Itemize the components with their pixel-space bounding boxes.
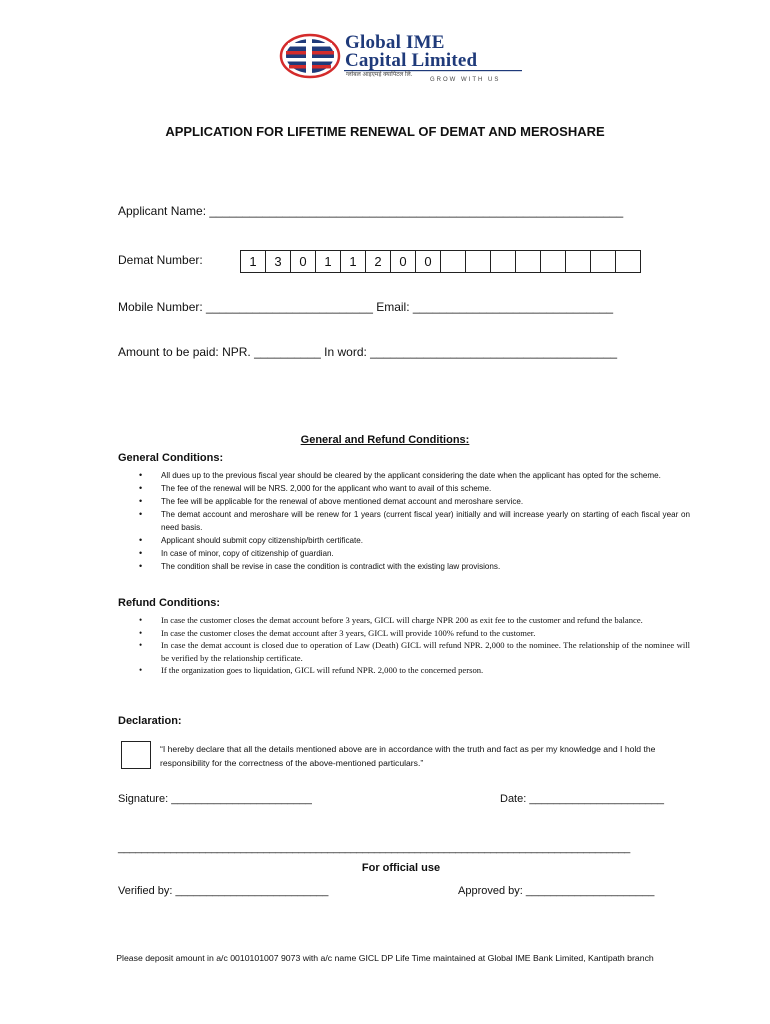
demat-number-label: Demat Number: (118, 253, 203, 267)
demat-digit-box[interactable] (590, 250, 616, 273)
demat-digit-box[interactable]: 1 (340, 250, 366, 273)
refund-conditions-heading: Refund Conditions: (118, 597, 221, 609)
demat-digit-box[interactable]: 0 (415, 250, 441, 273)
list-item: • The demat account and meroshare will be renew for 1 years (current fiscal year) initially and will increase yearly on starting of each fiscal year on need basis. (135, 508, 690, 534)
logo-tagline: GROW WITH US (430, 77, 501, 83)
demat-digit-box[interactable]: 0 (390, 250, 416, 273)
demat-digit-box[interactable] (515, 250, 541, 273)
demat-digit-box[interactable] (565, 250, 591, 273)
verified-by-field[interactable]: Verified by: _________________________ (118, 885, 329, 897)
applicant-name-field[interactable]: Applicant Name: ______________________________________________________________ (118, 204, 624, 218)
amount-field[interactable]: Amount to be paid: NPR. __________ In word: _____________________________________ (118, 345, 618, 359)
list-item: • The condition shall be revise in case the condition is contradict with the existing law provisions. (135, 560, 690, 573)
demat-digit-box[interactable] (465, 250, 491, 273)
list-item: • All dues up to the previous fiscal year should be cleared by the applicant considering the date when the applicant has opted for the scheme. (135, 469, 690, 482)
conditions-heading: General and Refund Conditions: (300, 434, 470, 446)
list-item: • Applicant should submit copy citizenship/birth certificate. (135, 534, 690, 547)
list-item: • In case the demat account is closed due to operation of Law (Death) GICL will refund NPR. 2,000 to the nominee. The relationship of the nominee will be verified by the relationship certificate. (135, 639, 690, 664)
globe-icon (281, 35, 339, 77)
declaration-heading: Declaration: (118, 715, 182, 727)
demat-digit-box[interactable] (540, 250, 566, 273)
demat-digit-box[interactable]: 1 (240, 250, 266, 273)
section-divider: ________________________________________________________________________________________ (118, 842, 630, 854)
list-item: • The fee will be applicable for the renewal of above mentioned demat account and meroshare service. (135, 495, 690, 508)
demat-digit-box[interactable] (490, 250, 516, 273)
logo-text-line1: Global IME (345, 32, 445, 53)
footer-note: Please deposit amount in a/c 0010101007 9073 with a/c name GICL DP Life Time maintained at Global IME Bank Limited, Kantipath branch (116, 953, 654, 963)
page-title: APPLICATION FOR LIFETIME RENEWAL OF DEMAT AND MEROSHARE (165, 124, 605, 139)
mobile-email-field[interactable]: Mobile Number: _________________________ Email: ______________________________ (118, 300, 614, 314)
signature-field[interactable]: Signature: _______________________ (118, 793, 312, 805)
demat-number-boxes[interactable] (241, 250, 641, 273)
list-item: • In case the customer closes the demat account after 3 years, GICL will provide 100% refund to the customer. (135, 627, 690, 640)
list-item: • In case of minor, copy of citizenship of guardian. (135, 547, 690, 560)
demat-digit-box[interactable] (615, 250, 641, 273)
logo-text-line2: Capital Limited (345, 50, 478, 71)
refund-conditions-list (135, 614, 690, 677)
demat-digit-box[interactable]: 1 (315, 250, 341, 273)
approved-by-field[interactable]: Approved by: _____________________ (458, 885, 655, 897)
demat-digit-box[interactable]: 0 (290, 250, 316, 273)
general-conditions-heading: General Conditions: (118, 452, 224, 464)
logo-nepali-text: ग्लोबल आइएमई क्यापिटल लि. (346, 72, 413, 78)
general-conditions-list (135, 469, 690, 573)
declaration-text: “I hereby declare that all the details mentioned above are in accordance with the truth and fact as per my knowledge and I hold the responsibility for the correctness of the above-mentioned particulars.” (160, 744, 656, 768)
demat-digit-box[interactable]: 3 (265, 250, 291, 273)
declaration-checkbox[interactable] (121, 741, 151, 769)
list-item: • In case the customer closes the demat account before 3 years, GICL will charge NPR 200 as exit fee to the customer and refund the balance. (135, 614, 690, 627)
demat-digit-box[interactable]: 2 (365, 250, 391, 273)
list-item: • If the organization goes to liquidation, GICL will refund NPR. 2,000 to the concerned person. (135, 664, 690, 677)
official-use-heading: For official use (361, 862, 441, 874)
date-field[interactable]: Date: ______________________ (500, 793, 664, 805)
list-item: • The fee of the renewal will be NRS. 2,000 for the applicant who want to avail of this scheme. (135, 482, 690, 495)
demat-digit-box[interactable] (440, 250, 466, 273)
